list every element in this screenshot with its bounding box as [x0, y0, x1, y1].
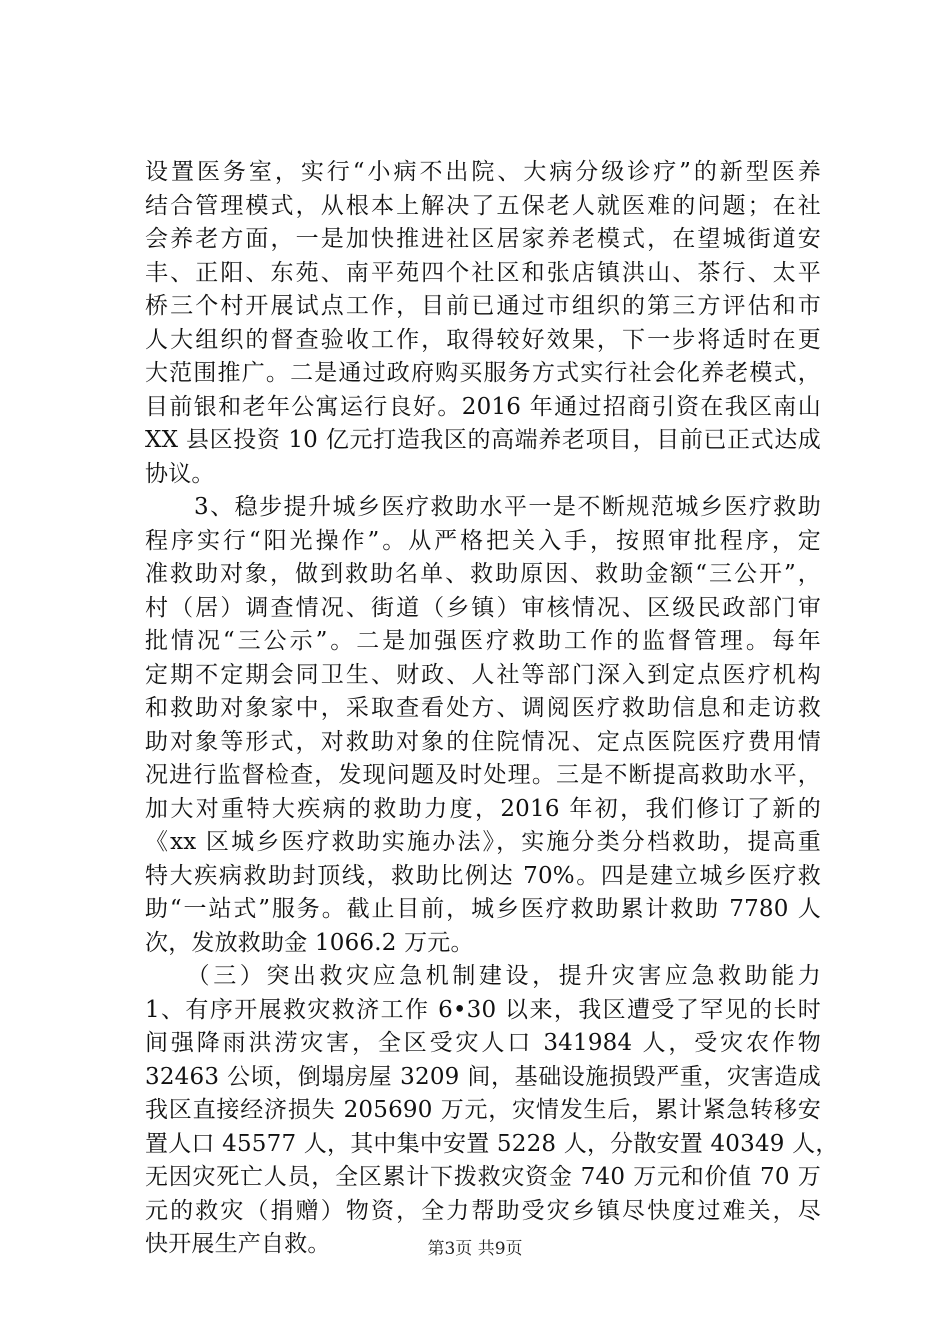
text-line: 会养老方面，一是加快推进社区居家养老模式，在望城街道安 — [145, 226, 821, 252]
text-line: 次，发放救助金 1066.2 万元。 — [145, 929, 474, 956]
text-line: 丰、正阳、东苑、南平苑四个社区和张店镇洪山、茶行、太平 — [145, 259, 821, 286]
text-line: 特大疾病救助封顶线，救助比例达 70%。四是建立城乡医疗救 — [145, 862, 821, 889]
text-line: 桥三个村开展试点工作，目前已通过市组织的第三方评估和市 — [145, 293, 821, 319]
text-line: 无因灾死亡人员，全区累计下拨救灾资金 740 万元和价值 70 万 — [145, 1164, 821, 1190]
text-line: 目前银和老年公寓运行良好。2016 年通过招商引资在我区南山 — [145, 393, 821, 420]
text-line: 《xx 区城乡医疗救助实施办法》，实施分类分档救助，提高重 — [145, 829, 821, 855]
text-line: 3、稳步提升城乡医疗救助水平一是不断规范城乡医疗救助 — [145, 494, 821, 520]
text-line: 程序实行“阳光操作”。从严格把关入手，按照审批程序，定 — [145, 527, 821, 554]
text-line: 元的救灾（捐赠）物资，全力帮助受灾乡镇尽快度过难关，尽 — [145, 1197, 821, 1224]
text-line: 间强降雨洪涝灾害，全区受灾人口 341984 人，受灾农作物 — [145, 1030, 821, 1056]
text-line: 1、有序开展救灾救济工作 6•30 以来，我区遭受了罕见的长时 — [145, 996, 821, 1023]
text-line: 大范围推广。二是通过政府购买服务方式实行社会化养老模式， — [145, 360, 821, 386]
text-line: 批情况“三公示”。二是加强医疗救助工作的监督管理。每年 — [145, 628, 821, 654]
text-line: 助对象等形式，对救助对象的住院情况、定点医院医疗费用情 — [145, 728, 821, 755]
text-line: 定期不定期会同卫生、财政、人社等部门深入到定点医疗机构 — [145, 661, 821, 688]
text-line: 32463 公顷，倒塌房屋 3209 间，基础设施损毁严重，灾害造成 — [145, 1063, 821, 1090]
text-line: 协议。 — [145, 460, 215, 487]
text-line: 结合管理模式，从根本上解决了五保老人就医难的问题；在社 — [145, 192, 821, 219]
text-line: 况进行监督检查，发现问题及时处理。三是不断提高救助水平， — [145, 762, 821, 788]
text-line: XX 县区投资 10 亿元打造我区的高端养老项目，目前已正式达成 — [145, 427, 821, 453]
text-line: 准救助对象，做到救助名单、救助原因、救助金额“三公开”， — [145, 561, 821, 587]
document-body — [145, 156, 839, 1262]
text-line: 快开展生产自救。 — [145, 1231, 331, 1257]
text-line: 和救助对象家中，采取查看处方、调阅医疗救助信息和走访救 — [145, 695, 821, 721]
text-line: 村（居）调查情况、街道（乡镇）审核情况、区级民政部门审 — [145, 594, 821, 621]
page-footer: 第3页 共9页 — [427, 1239, 523, 1259]
text-line: 设置医务室，实行“小病不出院、大病分级诊疗”的新型医养 — [145, 159, 821, 185]
text-line: 加大对重特大疾病的救助力度，2016 年初，我们修订了新的 — [145, 795, 821, 822]
text-line: 人大组织的督查验收工作，取得较好效果，下一步将适时在更 — [145, 326, 821, 353]
text-line: （三）突出救灾应急机制建设，提升灾害应急救助能力 — [145, 963, 821, 989]
text-line: 助“一站式”服务。截止目前，城乡医疗救助累计救助 7780 人 — [145, 896, 821, 922]
text-line: 置人口 45577 人，其中集中安置 5228 人，分散安置 40349 人， — [145, 1130, 839, 1157]
text-line: 我区直接经济损失 205690 万元，灾情发生后，累计紧急转移安 — [145, 1097, 821, 1123]
